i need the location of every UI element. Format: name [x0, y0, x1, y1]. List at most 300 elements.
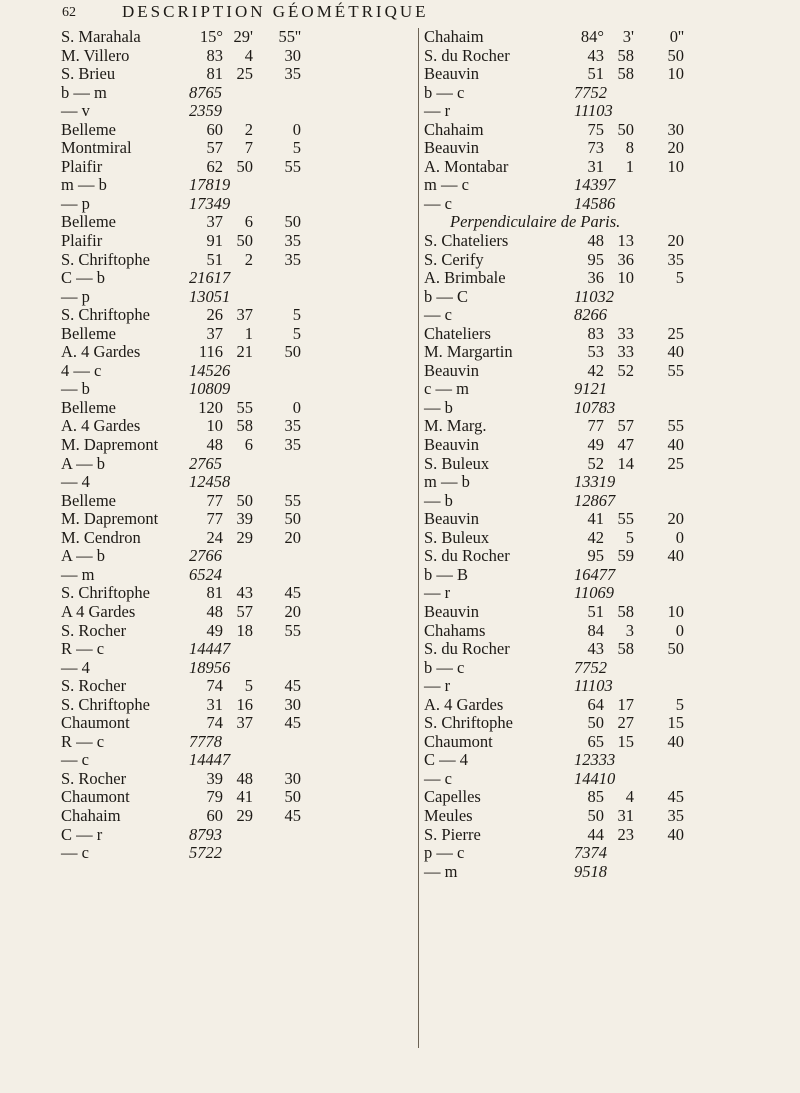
station-name: M. Cendron — [61, 527, 141, 547]
table-row — [424, 306, 784, 325]
angle-minutes: 39 — [236, 509, 253, 529]
table-row — [424, 176, 784, 195]
station-name: S. Brieu — [61, 64, 116, 84]
angle-degrees: 77 — [206, 509, 223, 529]
station-name: — c — [61, 750, 89, 770]
table-row — [424, 362, 784, 381]
station-name: Chaumont — [61, 787, 130, 807]
table-row — [424, 603, 784, 622]
station-name: A. Montabar — [424, 156, 509, 176]
angle-seconds: 45 — [284, 805, 301, 825]
station-name: Belleme — [61, 119, 116, 139]
station-name: A — b — [61, 546, 106, 566]
angle-degrees: 10 — [206, 416, 223, 436]
distance-value: 18956 — [189, 657, 231, 677]
angle-minutes: 57 — [617, 416, 634, 436]
angle-minutes: 13 — [617, 231, 634, 251]
station-name: — v — [61, 101, 90, 121]
angle-seconds: 50 — [284, 212, 301, 232]
angle-minutes: 6 — [244, 212, 253, 232]
table-row — [61, 213, 421, 232]
angle-minutes: 7 — [244, 138, 253, 158]
table-row — [424, 213, 784, 232]
distance-value: 7752 — [574, 657, 607, 677]
angle-degrees: 81 — [206, 583, 223, 603]
table-row — [424, 399, 784, 418]
table-row — [61, 492, 421, 511]
angle-seconds: 40 — [667, 546, 684, 566]
angle-minutes: 25 — [236, 64, 253, 84]
page-number: 62 — [62, 5, 76, 20]
distance-value: 14410 — [574, 768, 616, 788]
table-row — [424, 269, 784, 288]
angle-minutes: 52 — [617, 360, 634, 380]
angle-degrees: 60 — [206, 805, 223, 825]
angle-seconds: 40 — [667, 435, 684, 455]
angle-degrees: 65 — [587, 731, 604, 751]
angle-degrees: 52 — [587, 453, 604, 473]
distance-value: 12458 — [189, 472, 231, 492]
table-row — [424, 251, 784, 270]
angle-seconds: 25 — [667, 453, 684, 473]
angle-minutes: 37 — [236, 713, 253, 733]
angle-degrees: 83 — [206, 45, 223, 65]
angle-seconds: 20 — [284, 527, 301, 547]
station-name: — r — [424, 101, 451, 121]
angle-seconds: 0 — [292, 119, 301, 139]
station-name: M. Marg. — [424, 416, 487, 436]
table-row — [424, 473, 784, 492]
station-name: S. Chriftophe — [61, 305, 150, 325]
distance-value: 13051 — [189, 286, 231, 306]
table-row — [424, 343, 784, 362]
distance-value: 2765 — [189, 453, 222, 473]
table-row — [424, 807, 784, 826]
angle-minutes: 18 — [236, 620, 253, 640]
table-row — [61, 529, 421, 548]
table-row — [61, 770, 421, 789]
angle-seconds: 15 — [667, 713, 684, 733]
angle-degrees: 77 — [206, 490, 223, 510]
angle-minutes: 8 — [625, 138, 634, 158]
table-row — [424, 584, 784, 603]
table-row — [424, 751, 784, 770]
angle-degrees: 49 — [206, 620, 223, 640]
angle-degrees: 116 — [198, 342, 223, 362]
table-row — [424, 547, 784, 566]
table-row — [424, 158, 784, 177]
angle-degrees: 57 — [206, 138, 223, 158]
station-name: — 4 — [61, 657, 90, 677]
distance-value: 17819 — [189, 175, 231, 195]
table-row — [424, 380, 784, 399]
table-row — [61, 306, 421, 325]
angle-seconds: 50 — [667, 639, 684, 659]
table-row — [424, 455, 784, 474]
angle-minutes: 6 — [244, 435, 253, 455]
angle-degrees: 50 — [587, 805, 604, 825]
angle-minutes: 1 — [244, 323, 253, 343]
table-row — [61, 343, 421, 362]
angle-minutes: 55 — [236, 397, 253, 417]
angle-degrees: 48 — [587, 231, 604, 251]
station-name: Meules — [424, 805, 473, 825]
angle-degrees: 51 — [587, 64, 604, 84]
station-name: — r — [424, 583, 451, 603]
angle-degrees: 49 — [587, 435, 604, 455]
angle-degrees: 42 — [587, 360, 604, 380]
angle-minutes: 55 — [617, 509, 634, 529]
table-row — [61, 807, 421, 826]
angle-degrees: 26 — [206, 305, 223, 325]
distance-value: 14526 — [189, 360, 231, 380]
right-table — [424, 28, 784, 881]
angle-minutes: 10 — [617, 268, 634, 288]
table-row — [424, 65, 784, 84]
angle-minutes: 14 — [617, 453, 634, 473]
station-name: — c — [61, 843, 89, 863]
station-name: p — c — [424, 843, 465, 863]
station-name: Chahaim — [424, 27, 484, 46]
station-name: — b — [424, 397, 453, 417]
station-name: — c — [424, 768, 452, 788]
angle-seconds: 50 — [284, 342, 301, 362]
angle-seconds: 35 — [667, 249, 684, 269]
table-row — [424, 47, 784, 66]
angle-degrees: 77 — [587, 416, 604, 436]
table-row — [424, 288, 784, 307]
angle-minutes: 2 — [244, 249, 253, 269]
angle-degrees: 64 — [587, 694, 604, 714]
table-row — [424, 492, 784, 511]
distance-value: 12867 — [574, 490, 616, 510]
station-name: Capelles — [424, 787, 481, 807]
distance-value: 14586 — [574, 193, 616, 213]
angle-minutes: 3' — [622, 27, 634, 46]
station-name: A — b — [61, 453, 106, 473]
angle-seconds: 55 — [667, 360, 684, 380]
table-row — [61, 436, 421, 455]
station-name: M. Dapremont — [61, 435, 159, 455]
table-row — [61, 566, 421, 585]
angle-seconds: 35 — [284, 416, 301, 436]
table-row — [61, 251, 421, 270]
angle-minutes: 50 — [236, 490, 253, 510]
table-row — [424, 640, 784, 659]
angle-seconds: 5 — [292, 305, 301, 325]
angle-degrees: 75 — [587, 119, 604, 139]
table-row — [424, 788, 784, 807]
station-name: Belleme — [61, 212, 116, 232]
distance-value: 8793 — [189, 824, 222, 844]
station-name: — c — [424, 193, 452, 213]
angle-minutes: 36 — [617, 249, 634, 269]
angle-minutes: 29 — [236, 805, 253, 825]
station-name: C — 4 — [424, 750, 469, 770]
table-row — [61, 195, 421, 214]
station-name: A 4 Gardes — [61, 601, 136, 621]
station-name: S. Chriftophe — [61, 249, 150, 269]
angle-degrees: 79 — [206, 787, 223, 807]
table-row — [424, 529, 784, 548]
station-name: Chaumont — [424, 731, 493, 751]
angle-minutes: 33 — [617, 323, 634, 343]
page-title: DESCRIPTION GÉOMÉTRIQUE — [122, 2, 429, 21]
distance-value: 11032 — [574, 286, 615, 306]
angle-minutes: 50 — [236, 231, 253, 251]
distance-value: 7752 — [574, 82, 607, 102]
station-name: M. Villero — [61, 45, 130, 65]
angle-degrees: 74 — [206, 676, 223, 696]
table-row — [424, 510, 784, 529]
angle-degrees: 85 — [587, 787, 604, 807]
station-name: A. 4 Gardes — [424, 694, 504, 714]
station-name: b — B — [424, 564, 469, 584]
table-row — [61, 826, 421, 845]
station-name: Beauvin — [424, 435, 479, 455]
station-name: 4 — c — [61, 360, 102, 380]
station-name: R — c — [61, 639, 105, 659]
station-name: S. Buleux — [424, 527, 490, 547]
angle-minutes: 43 — [236, 583, 253, 603]
angle-seconds: 20 — [667, 138, 684, 158]
station-name: Chateliers — [424, 323, 491, 343]
table-row — [61, 622, 421, 641]
angle-degrees: 37 — [206, 212, 223, 232]
angle-degrees: 120 — [198, 397, 223, 417]
distance-value: 17349 — [189, 193, 231, 213]
angle-degrees: 84 — [587, 620, 604, 640]
table-row — [61, 547, 421, 566]
angle-minutes: 5 — [244, 676, 253, 696]
table-row — [424, 659, 784, 678]
distance-value: 7778 — [189, 731, 222, 751]
angle-minutes: 33 — [617, 342, 634, 362]
station-name: b — C — [424, 286, 469, 306]
table-row — [61, 640, 421, 659]
angle-seconds: 40 — [667, 731, 684, 751]
station-name: — r — [424, 676, 451, 696]
angle-seconds: 50 — [667, 45, 684, 65]
angle-degrees: 84° — [580, 27, 604, 46]
table-row — [61, 659, 421, 678]
table-row — [424, 139, 784, 158]
angle-minutes: 41 — [236, 787, 253, 807]
table-row — [424, 325, 784, 344]
table-row — [424, 28, 784, 47]
angle-degrees: 62 — [206, 156, 223, 176]
angle-minutes: 23 — [617, 824, 634, 844]
table-row — [424, 232, 784, 251]
distance-value: 8765 — [189, 82, 222, 102]
station-name: Beauvin — [424, 64, 479, 84]
angle-degrees: 41 — [587, 509, 604, 529]
angle-seconds: 30 — [284, 694, 301, 714]
station-name: Plaifir — [61, 231, 103, 251]
angle-degrees: 43 — [587, 639, 604, 659]
table-row — [61, 417, 421, 436]
angle-degrees: 42 — [587, 527, 604, 547]
station-name: C — r — [61, 824, 103, 844]
station-name: S. Chateliers — [424, 231, 509, 251]
table-row — [61, 325, 421, 344]
angle-minutes: 59 — [617, 546, 634, 566]
angle-seconds: 35 — [284, 231, 301, 251]
station-name: Montmiral — [61, 138, 132, 158]
angle-minutes: 58 — [617, 601, 634, 621]
angle-minutes: 2 — [244, 119, 253, 139]
distance-value: 14447 — [189, 750, 231, 770]
angle-seconds: 20 — [667, 231, 684, 251]
station-name: S. Rocher — [61, 676, 127, 696]
station-name: Chahaim — [424, 119, 484, 139]
distance-value: 9518 — [574, 861, 607, 881]
distance-value: 14447 — [189, 639, 231, 659]
distance-value: 14397 — [574, 175, 616, 195]
distance-value: 2766 — [189, 546, 222, 566]
station-name: — b — [61, 379, 90, 399]
angle-degrees: 83 — [587, 323, 604, 343]
distance-value: 10809 — [189, 379, 231, 399]
table-row — [424, 714, 784, 733]
distance-value: 6524 — [189, 564, 222, 584]
angle-minutes: 58 — [236, 416, 253, 436]
station-name: S. Buleux — [424, 453, 490, 473]
left-table — [61, 28, 421, 863]
station-name: Chaumont — [61, 713, 130, 733]
station-name: m — b — [61, 175, 107, 195]
angle-seconds: 10 — [667, 64, 684, 84]
angle-minutes: 1 — [625, 156, 634, 176]
station-name: A. Brimbale — [424, 268, 506, 288]
table-row — [61, 455, 421, 474]
angle-minutes: 58 — [617, 45, 634, 65]
table-row — [424, 121, 784, 140]
table-row — [61, 399, 421, 418]
angle-seconds: 50 — [284, 787, 301, 807]
angle-seconds: 30 — [284, 45, 301, 65]
angle-degrees: 39 — [206, 768, 223, 788]
angle-seconds: 35 — [284, 435, 301, 455]
station-name: S. Chriftophe — [61, 694, 150, 714]
angle-seconds: 55'' — [278, 27, 301, 46]
station-name: — m — [424, 861, 458, 881]
angle-degrees: 50 — [587, 713, 604, 733]
distance-value: 21617 — [189, 268, 231, 288]
angle-seconds: 30 — [284, 768, 301, 788]
station-name: A. 4 Gardes — [61, 342, 141, 362]
table-row — [61, 158, 421, 177]
distance-value: 11103 — [574, 676, 613, 696]
angle-seconds: 0'' — [669, 27, 684, 46]
angle-degrees: 48 — [206, 601, 223, 621]
angle-minutes: 27 — [617, 713, 634, 733]
station-name: C — b — [61, 268, 106, 288]
distance-value: 10783 — [574, 397, 616, 417]
angle-degrees: 73 — [587, 138, 604, 158]
station-name: — p — [61, 286, 90, 306]
station-name: S. Rocher — [61, 620, 127, 640]
angle-seconds: 5 — [292, 138, 301, 158]
angle-seconds: 45 — [284, 583, 301, 603]
angle-seconds: 40 — [667, 342, 684, 362]
angle-seconds: 45 — [667, 787, 684, 807]
angle-minutes: 58 — [617, 639, 634, 659]
angle-degrees: 24 — [206, 527, 223, 547]
angle-seconds: 10 — [667, 601, 684, 621]
angle-degrees: 95 — [587, 249, 604, 269]
distance-value: 8266 — [574, 305, 607, 325]
station-name: — m — [61, 564, 95, 584]
table-row — [61, 380, 421, 399]
angle-seconds: 30 — [667, 119, 684, 139]
distance-value: 5722 — [189, 843, 222, 863]
station-name: b — m — [61, 82, 107, 102]
station-name: b — c — [424, 657, 465, 677]
station-name: S. Chriftophe — [424, 713, 513, 733]
table-row — [61, 232, 421, 251]
angle-degrees: 95 — [587, 546, 604, 566]
station-name: — p — [61, 193, 90, 213]
angle-minutes: 47 — [617, 435, 634, 455]
angle-minutes: 58 — [617, 64, 634, 84]
distance-value: 7374 — [574, 843, 607, 863]
table-row — [61, 714, 421, 733]
angle-seconds: 10 — [667, 156, 684, 176]
angle-seconds: 35 — [284, 64, 301, 84]
station-name: Beauvin — [424, 138, 479, 158]
table-row — [424, 195, 784, 214]
station-name: S. Chriftophe — [61, 583, 150, 603]
table-row — [61, 677, 421, 696]
angle-minutes: 50 — [236, 156, 253, 176]
table-row — [424, 696, 784, 715]
angle-minutes: 4 — [244, 45, 253, 65]
angle-minutes: 21 — [236, 342, 253, 362]
angle-minutes: 17 — [617, 694, 634, 714]
station-name: S. Marahala — [61, 27, 141, 46]
angle-seconds: 35 — [667, 805, 684, 825]
station-name: S. Rocher — [61, 768, 127, 788]
distance-value: 13319 — [574, 472, 616, 492]
table-row — [61, 102, 421, 121]
station-name: b — c — [424, 82, 465, 102]
station-name: S. Pierre — [424, 824, 481, 844]
station-name: S. du Rocher — [424, 639, 510, 659]
table-row — [61, 84, 421, 103]
table-row — [424, 102, 784, 121]
angle-degrees: 74 — [206, 713, 223, 733]
angle-minutes: 29 — [236, 527, 253, 547]
table-row — [61, 176, 421, 195]
angle-degrees: 51 — [587, 601, 604, 621]
angle-seconds: 0 — [675, 527, 684, 547]
angle-degrees: 43 — [587, 45, 604, 65]
angle-seconds: 55 — [284, 156, 301, 176]
table-row — [424, 436, 784, 455]
station-name: S. du Rocher — [424, 546, 510, 566]
table-row — [61, 788, 421, 807]
angle-seconds: 5 — [292, 323, 301, 343]
station-name: m — b — [424, 472, 470, 492]
table-row — [61, 733, 421, 752]
angle-degrees: 36 — [587, 268, 604, 288]
table-row — [424, 417, 784, 436]
station-name: Plaifir — [61, 156, 103, 176]
station-name: Chahaim — [61, 805, 121, 825]
table-row — [424, 844, 784, 863]
angle-degrees: 60 — [206, 119, 223, 139]
